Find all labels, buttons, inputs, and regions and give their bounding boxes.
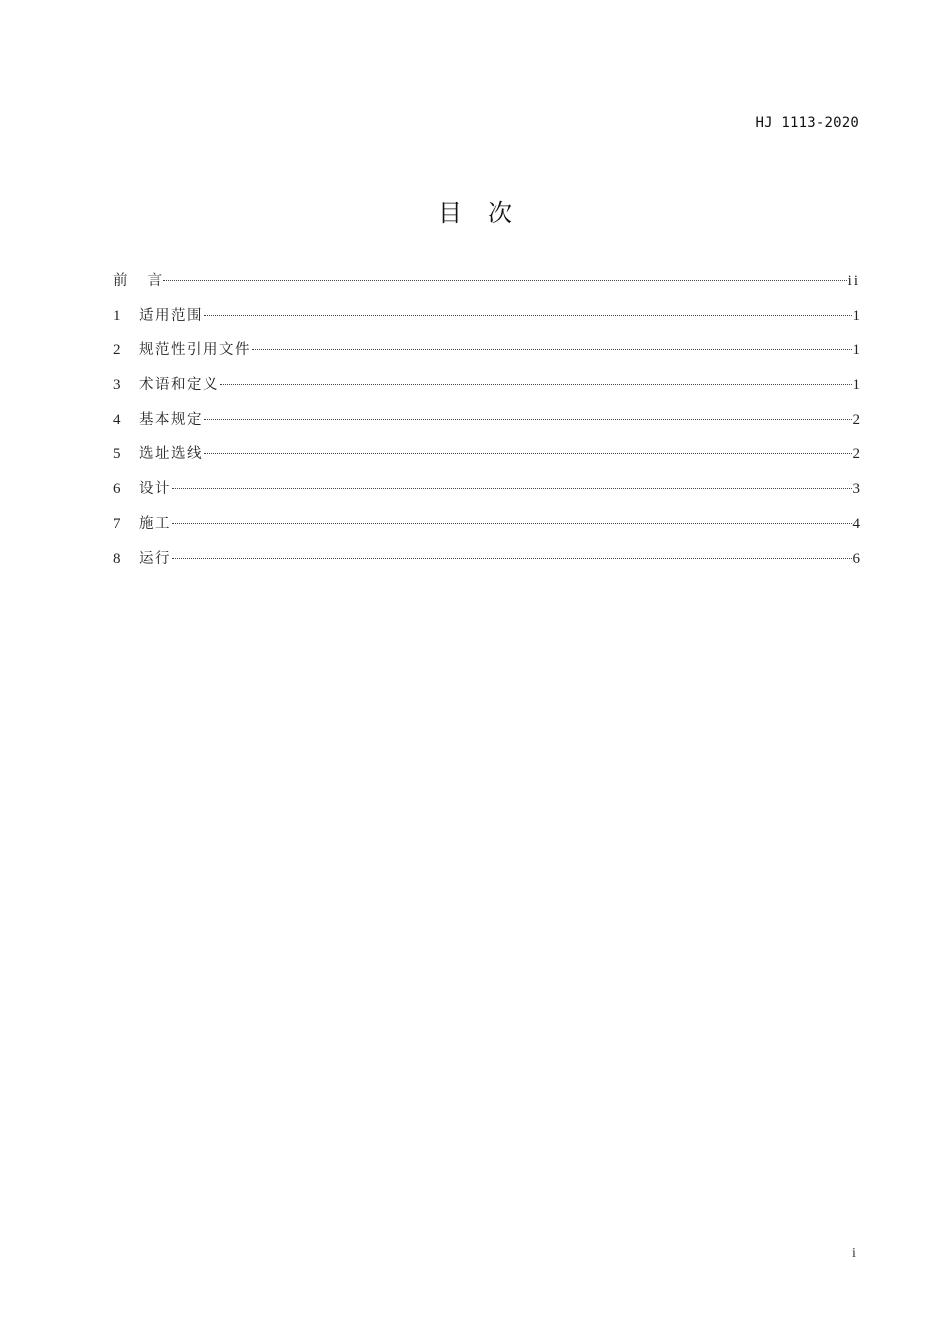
toc-entry-3[interactable] (113, 375, 860, 410)
page-number: i (852, 1246, 856, 1261)
toc-entry-label: 适用范围 (139, 307, 203, 324)
toc-entry-page: ii (847, 273, 860, 289)
toc-entry-page: 1 (852, 307, 860, 324)
toc-entry-foreword[interactable] (113, 271, 860, 306)
dot-leader (172, 558, 852, 559)
toc-entry-label: 规范性引用文件 (139, 342, 251, 359)
toc-title-char-2: 次 (488, 199, 512, 227)
toc-entry-2[interactable] (113, 340, 860, 375)
toc-entry-number: 6 (113, 481, 121, 498)
toc-entry-number: 7 (113, 515, 121, 532)
toc-entry-7[interactable] (113, 514, 860, 549)
toc-entry-8[interactable] (113, 549, 860, 584)
toc-entry-number: 5 (113, 446, 121, 463)
dot-leader (172, 523, 852, 524)
toc-entry-number: 2 (113, 342, 121, 359)
document-code: HJ 1113-2020 (755, 115, 859, 131)
toc-entry-number: 4 (113, 411, 121, 428)
toc-title-char-1: 目 (438, 199, 462, 227)
toc-entry-label: 设计 (139, 481, 171, 498)
toc-entry-1[interactable] (113, 306, 860, 341)
toc-entry-page: 1 (852, 377, 860, 394)
toc-entry-page: 1 (852, 342, 860, 359)
toc-entry-page: 4 (852, 515, 860, 532)
toc-entry-6[interactable] (113, 479, 860, 514)
toc-entry-number: 3 (113, 377, 121, 394)
toc-title (0, 193, 950, 228)
dot-leader (163, 280, 847, 281)
toc-entry-page: 2 (852, 446, 860, 463)
toc-entry-label: 选址选线 (139, 446, 203, 463)
toc-entry-page: 6 (852, 550, 860, 567)
toc-entry-5[interactable] (113, 444, 860, 479)
toc-entry-number: 1 (113, 307, 121, 324)
table-of-contents (113, 271, 860, 583)
toc-entry-4[interactable] (113, 410, 860, 445)
dot-leader (172, 488, 852, 489)
toc-entry-label: 术语和定义 (139, 377, 219, 394)
toc-entry-label: 前 言 (113, 273, 162, 289)
dot-leader (252, 349, 852, 350)
dot-leader (204, 419, 852, 420)
toc-entry-label: 基本规定 (139, 411, 203, 428)
dot-leader (220, 384, 852, 385)
toc-entry-number: 8 (113, 550, 121, 567)
dot-leader (204, 453, 852, 454)
toc-entry-label: 施工 (139, 515, 171, 532)
toc-entry-page: 2 (852, 411, 860, 428)
toc-entry-page: 3 (852, 481, 860, 498)
dot-leader (204, 315, 852, 316)
toc-entry-label: 运行 (139, 550, 171, 567)
